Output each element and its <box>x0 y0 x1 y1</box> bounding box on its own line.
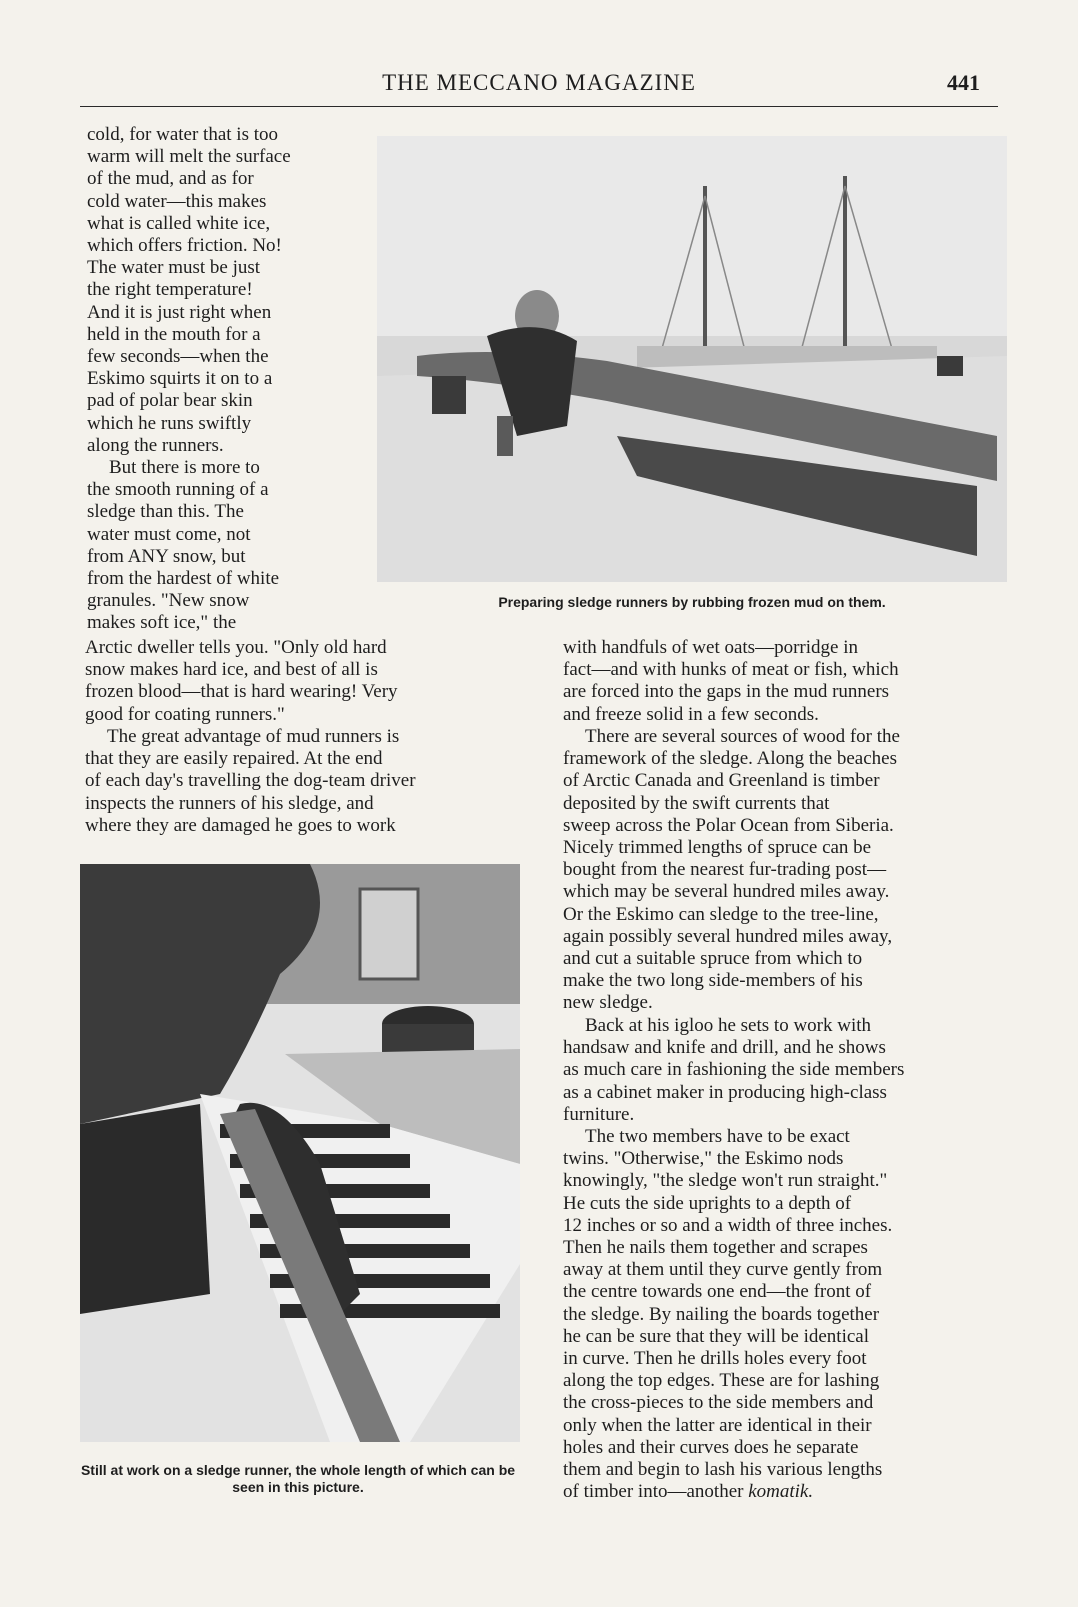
text-line: new sledge. <box>563 992 653 1014</box>
top-photo-caption: Preparing sledge runners by rubbing frozen mud on them. <box>498 594 886 610</box>
text-line: which may be several hundred miles away. <box>563 881 890 903</box>
text-line: few seconds—when the <box>87 346 269 368</box>
text-line: as much care in fashioning the side members <box>563 1059 905 1081</box>
text-line <box>563 1015 1003 1037</box>
text-line: the smooth running of a <box>87 479 269 501</box>
left-narrow-text <box>87 124 349 635</box>
text-line: away at them until they curve gently from <box>563 1259 883 1281</box>
text-line: from the hardest of white <box>87 568 280 590</box>
text-line: The water must be just <box>87 257 261 279</box>
text-line-content: of timber into—another <box>563 1481 749 1503</box>
text-line: And it is just right when <box>87 301 272 323</box>
text-line-content: There are several sources of wood for the <box>585 726 900 747</box>
text-line: handsaw and knife and drill, and he shows <box>563 1037 886 1059</box>
left-wide-text-1 <box>85 637 525 726</box>
photo-sledge-runners-ship <box>377 136 1007 582</box>
magazine-title: THE MECCANO MAGAZINE <box>382 70 696 95</box>
left-wide-text-2 <box>85 726 525 837</box>
right-para-2 <box>563 726 1003 1015</box>
text-line: and cut a suitable spruce from which to <box>563 948 863 970</box>
text-line <box>563 726 1003 748</box>
text-line: Or the Eskimo can sledge to the tree-line, <box>563 903 879 925</box>
text-line: Nicely trimmed lengths of spruce can be <box>563 837 872 859</box>
text-line: along the runners. <box>87 434 224 456</box>
text-line: along the top edges. These are for lashing <box>563 1370 880 1392</box>
text-line: again possibly several hundred miles away, <box>563 925 893 947</box>
text-line: held in the mouth for a <box>87 323 261 345</box>
right-para-4 <box>563 1126 1003 1503</box>
right-para-1 <box>563 637 1003 726</box>
text-line: Then he nails them together and scrapes <box>563 1237 868 1259</box>
text-line: He cuts the side uprights to a depth of <box>563 1192 852 1214</box>
text-line-content: But there is more to <box>109 457 260 479</box>
text-line-content: Back at his igloo he sets to work with <box>585 1015 872 1036</box>
text-line: pad of polar bear skin <box>87 390 253 412</box>
text-line: makes soft ice," the <box>87 612 237 634</box>
text-line <box>87 457 349 479</box>
text-line: cold water—this makes <box>87 190 267 212</box>
text-line: of the mud, and as for <box>87 168 254 190</box>
text-line: frozen blood—that is hard wearing! Very <box>85 681 398 703</box>
text-line: the right temperature! <box>87 279 253 301</box>
text-line: from ANY snow, but <box>87 545 246 567</box>
text-line: and freeze solid in a few seconds. <box>563 703 819 725</box>
text-line: are forced into the gaps in the mud runners <box>563 681 890 703</box>
text-line: furniture. <box>563 1103 635 1125</box>
text-line: the centre towards one end—the front of <box>563 1281 872 1303</box>
text-line: where they are damaged he goes to work <box>85 814 396 836</box>
text-line: make the two long side-members of his <box>563 970 863 992</box>
text-line: of Arctic Canada and Greenland is timber <box>563 770 880 792</box>
text-line: them and begin to lash his various lengths <box>563 1459 883 1481</box>
text-line: of each day's travelling the dog-team driver <box>85 770 416 792</box>
text-line: which he runs swiftly <box>87 412 252 434</box>
text-line-content: The two members have to be exact <box>585 1126 850 1147</box>
text-line: the sledge. By nailing the boards together <box>563 1303 880 1325</box>
text-line: in curve. Then he drills holes every foot <box>563 1348 867 1370</box>
text-line: granules. "New snow <box>87 590 250 612</box>
text-line: only when the latter are identical in their <box>563 1414 872 1436</box>
text-line: the cross-pieces to the side members and <box>563 1392 874 1414</box>
bottom-photo-caption: Still at work on a sledge runner, the whole length of which can be seen in this picture. <box>80 1462 516 1495</box>
text-line: water must come, not <box>87 523 251 545</box>
text-line <box>563 1126 1003 1148</box>
text-line: Eskimo squirts it on to a <box>87 368 273 390</box>
text-line: framework of the sledge. Along the beaches <box>563 748 897 770</box>
text-line: bought from the nearest fur-trading post— <box>563 859 887 881</box>
page-header <box>80 66 998 107</box>
text-line: snow makes hard ice, and best of all is <box>85 659 378 681</box>
text-line: inspects the runners of his sledge, and <box>85 792 374 814</box>
right-para-3 <box>563 1015 1003 1126</box>
text-line: sledge than this. The <box>87 501 244 523</box>
photo-sledge-runner-closeup <box>80 864 520 1442</box>
text-line: that they are easily repaired. At the end <box>85 748 383 770</box>
page-number: 441 <box>947 70 980 95</box>
text-line: which offers friction. No! <box>87 235 282 257</box>
text-line: cold, for water that is too <box>87 124 279 145</box>
text-line: fact—and with hunks of meat or fish, which <box>563 659 899 681</box>
text-line: sweep across the Polar Ocean from Siberia. <box>563 814 894 836</box>
text-line: holes and their curves does he separate <box>563 1436 859 1458</box>
italic-word: komatik. <box>748 1481 814 1503</box>
text-line <box>85 726 525 748</box>
text-line: with handfuls of wet oats—porridge in <box>563 637 858 658</box>
text-line: as a cabinet maker in producing high-class <box>563 1081 887 1103</box>
text-line: 12 inches or so and a width of three inches. <box>563 1214 893 1236</box>
text-line: warm will melt the surface <box>87 146 291 168</box>
text-line: he can be sure that they will be identical <box>563 1325 869 1347</box>
text-line: Arctic dweller tells you. "Only old hard <box>85 637 387 658</box>
text-line: twins. "Otherwise," the Eskimo nods <box>563 1148 844 1170</box>
text-line-content: The great advantage of mud runners is <box>107 726 400 747</box>
text-line <box>563 1481 1003 1503</box>
text-line: what is called white ice, <box>87 212 271 234</box>
text-line: knowingly, "the sledge won't run straight." <box>563 1170 888 1192</box>
text-line: good for coating runners." <box>85 703 285 725</box>
text-line: deposited by the swift currents that <box>563 792 830 814</box>
